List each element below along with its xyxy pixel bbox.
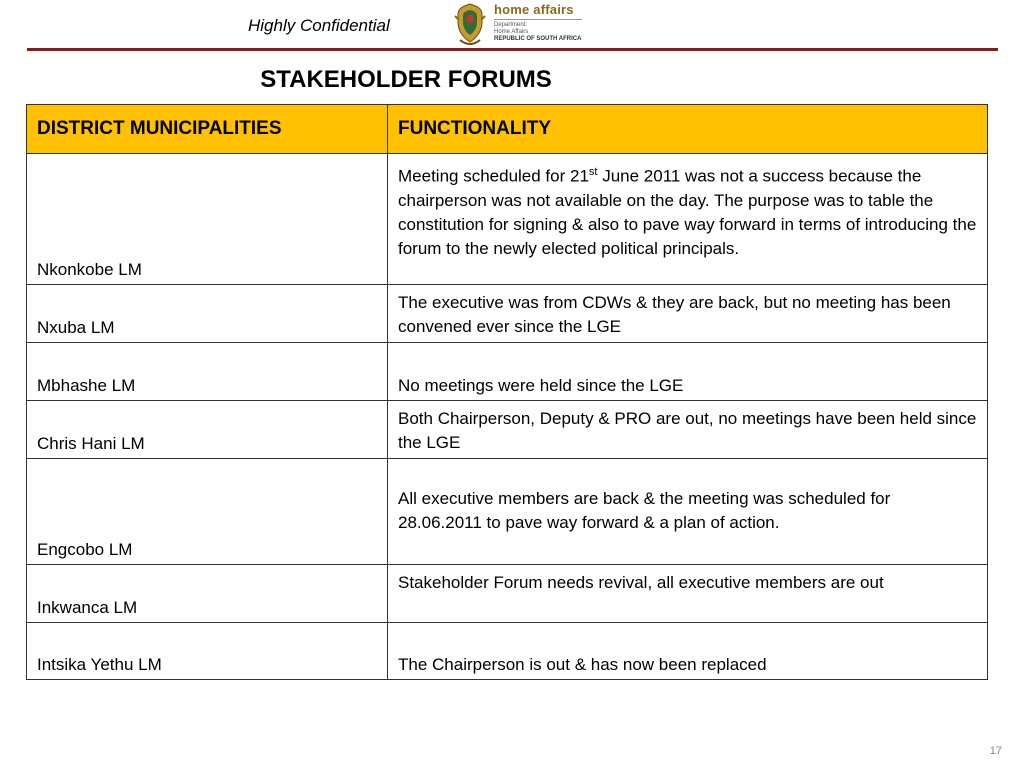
coat-of-arms-icon [452, 2, 488, 48]
functionality-cell: The executive was from CDWs & they are back, but no meeting has been convened ever since the LGE [388, 285, 988, 343]
table-row [27, 285, 988, 343]
page-title: STAKEHOLDER FORUMS [260, 66, 552, 93]
ordinal-suffix: st [588, 166, 598, 178]
table-row [27, 565, 988, 623]
functionality-text: Meeting scheduled for 21 [398, 166, 589, 186]
municipality-cell: Nxuba LM [27, 285, 388, 343]
logo-dept-name: Home Affairs [494, 29, 529, 35]
functionality-cell: Stakeholder Forum needs revival, all executive members are out [388, 565, 988, 623]
municipality-cell: Intsika Yethu LM [27, 623, 388, 680]
functionality-cell: All executive members are back & the meeting was scheduled for 28.06.2011 to pave way forward & a plan of action. [388, 459, 988, 565]
table-row [27, 623, 988, 680]
municipality-cell: Engcobo LM [27, 459, 388, 565]
table-row [27, 154, 988, 285]
stakeholder-forums-table [26, 104, 988, 680]
page-number: 17 [989, 745, 1002, 757]
logo-title: home affairs [494, 2, 574, 17]
table-row [27, 343, 988, 401]
municipality-cell: Mbhashe LM [27, 343, 388, 401]
logo-country: REPUBLIC OF SOUTH AFRICA [494, 36, 582, 42]
functionality-cell: Both Chairperson, Deputy & PRO are out, no meetings have been held since the LGE [388, 401, 988, 459]
table-header-row [27, 105, 988, 154]
table-row [27, 401, 988, 459]
header-divider [27, 48, 998, 51]
functionality-cell: The Chairperson is out & has now been replaced [388, 623, 988, 680]
column-header-functionality: FUNCTIONALITY [388, 105, 988, 154]
table-row [27, 459, 988, 565]
functionality-text-cont: June 2011 was not a success because the chairperson was not available on the day. The purpose was to table the constitution for signing & also to pave way forward in terms of introducing the forum to the newly elected political principals. [398, 166, 977, 258]
functionality-cell [388, 154, 988, 285]
municipality-cell: Chris Hani LM [27, 401, 388, 459]
functionality-cell: No meetings were held since the LGE [388, 343, 988, 401]
municipality-cell: Nkonkobe LM [27, 154, 388, 285]
logo-dept-line: Department: [494, 22, 528, 28]
column-header-municipalities: DISTRICT MUNICIPALITIES [27, 105, 388, 154]
confidential-label: Highly Confidential [248, 16, 390, 35]
municipality-cell: Inkwanca LM [27, 565, 388, 623]
home-affairs-logo [452, 2, 584, 50]
